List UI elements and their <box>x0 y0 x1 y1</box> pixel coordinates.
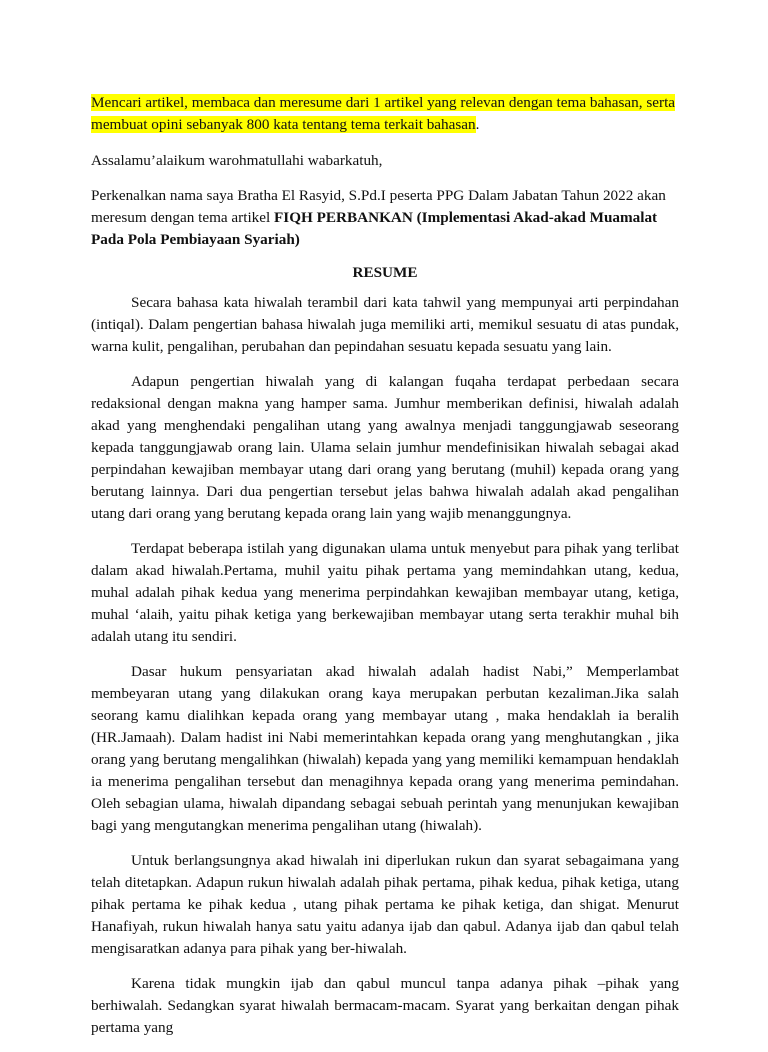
body-paragraph-4: Dasar hukum pensyariatan akad hiwalah adalah hadist Nabi,” Memperlambat membeyaran utang yang dilakukan orang kaya merupakan perbutan kezaliman.Jika salah seorang kamu dialihkan kepada orang yang membayar utang , maka hendaklah ia beralih (HR.Jamaah). Dalam hadist ini Nabi memerintahkan kepada orang yang menghutangkan , jika orang yang berutang mengalihkan (hiwalah) kepada yang yang memiliki kemampuan hendaklah ia menerima pengalihan tersebut dan menagihnya kepada orang yang menerima pemindahan. Oleh sebagian ulama, hiwalah dipandang sebagai sebuah perintah yang menunjukan kewajiban bagi yang mengutangkan menerima pengalihan utang (hiwalah). <box>91 663 679 834</box>
body-paragraph-1: Secara bahasa kata hiwalah terambil dari kata tahwil yang mempunyai arti perpindahan (intiqal). Dalam pengertian bahasa hiwalah juga memiliki arti, memikul sesuatu di atas pundak, warna kulit, pengalihan, perubahan dan pepindahan sesuatu kepada sesuatu yang lain. <box>91 294 679 355</box>
introduction-text: Perkenalkan nama saya Bratha El Rasyid, S.Pd.I peserta PPG Dalam Jabatan Tahun 2022 akan meresum dengan tema artikel <box>91 187 666 226</box>
body-paragraph-2: Adapun pengertian hiwalah yang di kalangan fuqaha terdapat perbedaan secara redaksional dengan makna yang hamper sama. Jumhur memberikan definisi, hiwalah adalah akad yang menghendaki pengalihan utang yang awalnya menjadi tanggungjawab seseorang kepada tanggungjawab orang lain. Ulama selain jumhur mendefinisikan hiwalah sebagai akad perpindahan kewajiban membayar utang dari orang yang berutang (muhil) kepada orang yang berutang lainnya. Dari dua pengertian tersebut jelas bahwa hiwalah adalah akad pengalihan utang dari orang yang berutang kepada orang lain yang wajib menanggungnya. <box>91 373 679 522</box>
assignment-instruction <box>91 92 679 136</box>
introduction-paragraph <box>91 185 679 251</box>
resume-heading: RESUME <box>352 264 418 281</box>
body-paragraph-3: Terdapat beberapa istilah yang digunakan ulama untuk menyebut para pihak yang terlibat dalam akad hiwalah.Pertama, muhil yaitu pihak pertama yang memindahkan utang, kedua, muhal adalah pihak kedua yang menerima perpindahkan kewajiban membayar utang, ketiga, muhal ‘alaih, yaitu pihak ketiga yang berkewajiban membayar utang serta terakhir muhal bih adalah utang itu sendiri. <box>91 540 679 645</box>
body-paragraph-5: Untuk berlangsungnya akad hiwalah ini diperlukan rukun dan syarat sebagaimana yang telah ditetapkan. Adapun rukun hiwalah adalah pihak pertama, pihak kedua, pihak ketiga, utang pihak pertama ke pihak kedua , utang pihak pertama ke pihak ketiga, dan shigat. Menurut Hanafiyah, rukun hiwalah hanya satu yaitu adanya ijab dan qabul. Adanya ijab dan qabul telah mengisaratkan adanya para pihak yang ber-hiwalah. <box>91 852 679 957</box>
highlighted-instruction: Mencari artikel, membaca dan meresume dari 1 artikel yang relevan dengan tema bahasan, serta membuat opini sebanyak 800 kata tentang tema terkait bahasan <box>91 94 676 133</box>
article-title: FIQH PERBANKAN (Implementasi Akad-akad Muamalat Pada Pola Pembiayaan Syariah) <box>91 209 658 248</box>
body-paragraph-6: Karena tidak mungkin ijab dan qabul muncul tanpa adanya pihak –pihak yang berhiwalah. Sedangkan syarat hiwalah bermacam-macam. Syarat yang berkaitan dengan pihak pertama yang <box>91 975 679 1036</box>
instruction-period: . <box>475 116 480 133</box>
document-body <box>91 92 679 1052</box>
greeting-line: Assalamu’alaikum warohmatullahi wabarkatuh, <box>91 152 383 169</box>
